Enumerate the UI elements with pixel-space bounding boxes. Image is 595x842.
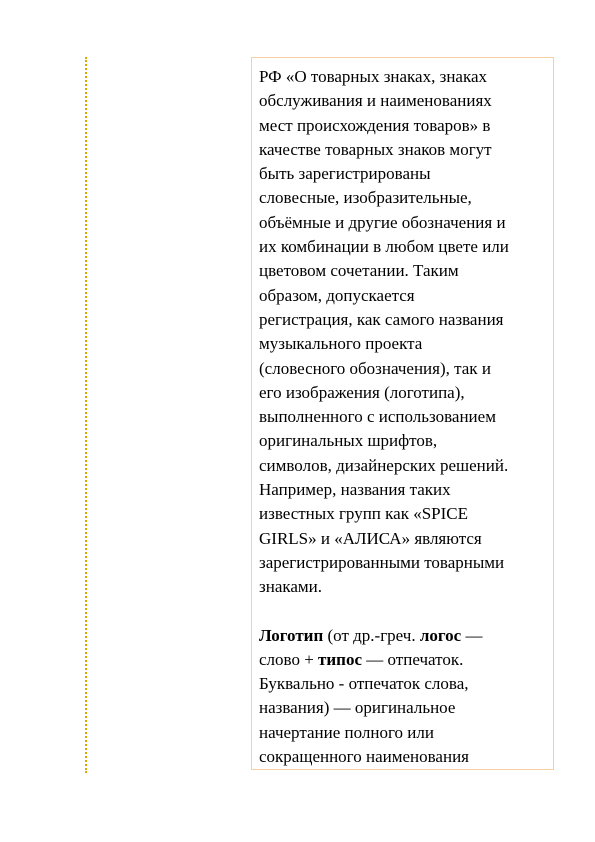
text-line: знаками. <box>259 577 323 597</box>
text-line: обслуживания и наименованиях <box>259 91 492 111</box>
text-fragment: — отпечаток. <box>362 649 464 669</box>
text-line: качестве товарных знаков могут <box>259 139 492 159</box>
text-line: их комбинации в любом цвете или <box>259 237 509 257</box>
text-line: GIRLS» и «АЛИСА» являются <box>259 528 482 548</box>
paragraph-logo-definition <box>259 624 549 770</box>
text-fragment: слово + <box>259 649 319 669</box>
text-line: Буквально - отпечаток слова, <box>259 674 469 694</box>
text-fragment: — <box>461 625 483 645</box>
paragraph-trademark-law <box>259 65 549 600</box>
text-line: цветовом сочетании. Таким <box>259 261 459 281</box>
margin-dotted-line <box>85 57 87 773</box>
text-line <box>259 648 549 672</box>
term-logotip: Логотип <box>259 625 324 645</box>
text-line: его изображения (логотипа), <box>259 382 465 402</box>
text-line: объёмные и другие обозначения и <box>259 212 506 232</box>
term-tipos: типос <box>318 649 363 669</box>
text-line: (словесного обозначения), так и <box>259 358 491 378</box>
text-line: названия) — оригинальное <box>259 698 456 718</box>
text-line: выполненного с использованием <box>259 407 496 427</box>
text-line: зарегистрированными товарными <box>259 552 505 572</box>
text-line: начертание полного или <box>259 722 434 742</box>
text-line: символов, дизайнерских решений. <box>259 455 509 475</box>
text-fragment: (от др.-греч. <box>323 625 420 645</box>
text-line: мест происхождения товаров» в <box>259 115 491 135</box>
text-line: регистрация, как самого названия <box>259 309 504 329</box>
text-line: сокращенного наименования <box>259 747 469 767</box>
text-line <box>259 624 549 648</box>
text-frame <box>251 57 554 770</box>
text-line: быть зарегистрированы <box>259 164 431 184</box>
term-logos: логос <box>419 625 462 645</box>
text-line: Например, названия таких <box>259 480 451 500</box>
text-line: образом, допускается <box>259 285 415 305</box>
text-line: словесные, изобразительные, <box>259 188 472 208</box>
text-line: оригинальных шрифтов, <box>259 431 438 451</box>
text-line: известных групп как «SPICE <box>259 504 468 524</box>
text-line: музыкального проекта <box>259 334 423 354</box>
text-line: РФ «О товарных знаках, знаках <box>259 67 488 86</box>
